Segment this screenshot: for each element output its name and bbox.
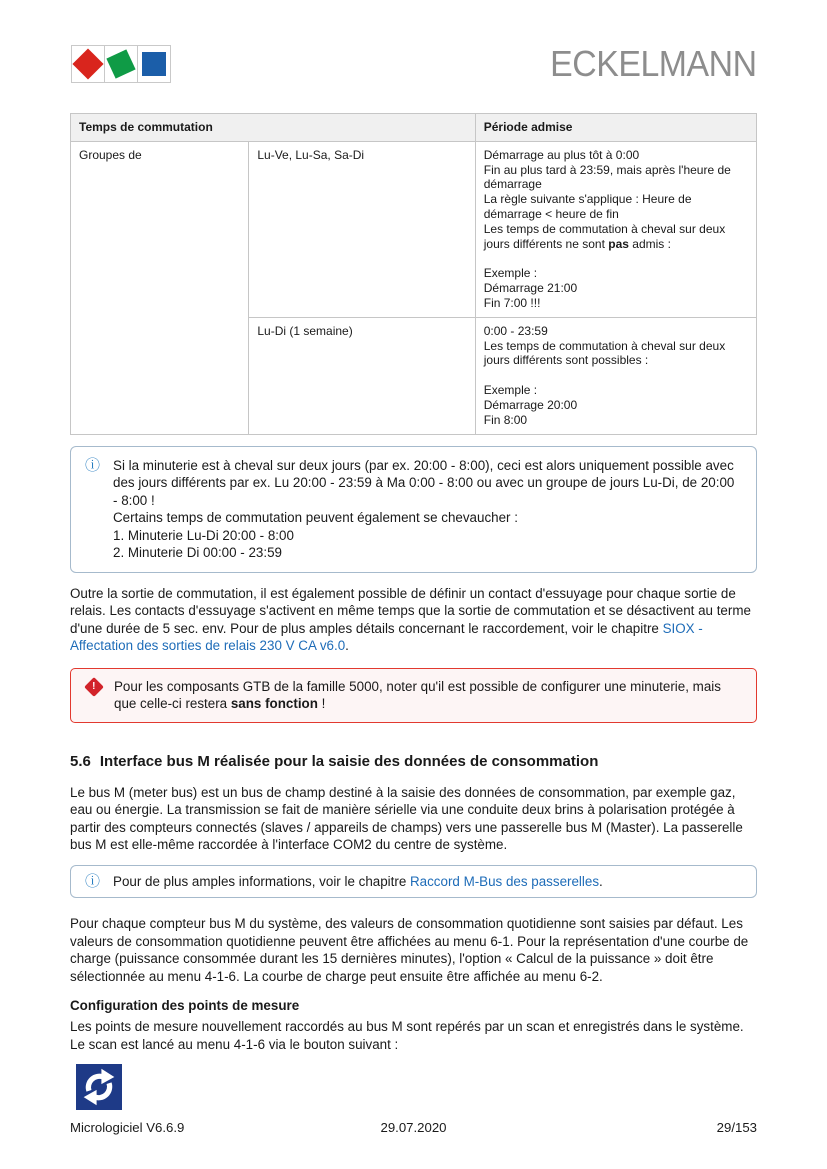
text-line: Certains temps de commutation peuvent également se chevaucher : [113, 510, 518, 526]
logo-cell [137, 45, 171, 83]
logo-cell [71, 45, 105, 83]
eckelmann-logo-icon [72, 45, 171, 83]
table-header-temps: Temps de commutation [71, 114, 476, 142]
paragraph-consumption-values: Pour chaque compteur bus M du système, des valeurs de consommation quotidienne sont saisies par défaut. Les valeurs de consommation quotidienne peuvent être affichées au menu 6-1. Pour la représentation d'une courbe de charge (puissance consommée durant les 15 dernières minutes), l'option « Calcul de la puissance » doit être sélectionnée au menu 4-1-6. La courbe de charge peut ensuite être affichée au menu 6-2. [70, 916, 749, 984]
text-line: 0:00 - 23:59 [483, 323, 548, 338]
brand-wordmark: ECKELMANN [550, 43, 757, 84]
green-diamond-icon [106, 49, 135, 78]
paragraph-scan: Les points de mesure nouvellement raccordés au bus M sont repérés par un scan et enregistrés dans le système. Le scan est lancé au menu 4-1-6 via le bouton suivant : [70, 1019, 744, 1052]
text-line: La règle suivante s'applique : Heure de démarrage < heure de fin [483, 192, 692, 221]
info-icon: ⓘ [85, 455, 101, 474]
text-line: Démarrage au plus tôt à 0:00 [483, 147, 640, 162]
section-title: Interface bus M réalisée pour la saisie des données de consommation [99, 752, 599, 770]
group-label-cell: Groupes de [71, 141, 249, 434]
info-note-box [70, 446, 757, 573]
text-line: Si la minuterie est à cheval sur deux jours (par ex. 20:00 - 8:00), ceci est alors uniquement possible avec des jours différents par ex. Lu 20:00 - 23:59 à Ma 0:00 - 8:00 ou avec un groupe de jours Lu-Di, de 20:00 - 8:00 ! [113, 457, 735, 508]
text-line: Fin 8:00 [483, 412, 528, 427]
paragraph-mbus-intro: Le bus M (meter bus) est un bus de champ destiné à la saisie des données de consommation, par exemple gaz, eau ou énergie. La transmission se fait de manière sérielle via une conduite deux brins à polarisation protégée à partir des compteurs connectés (slaves / appareils de champs) vers une passerelle bus M (Master). La passerelle bus M est elle-même raccordée à l'interface COM2 du centre de système. [70, 784, 743, 853]
footer-version: Micrologiciel V6.6.9 [70, 1120, 185, 1135]
text-line [484, 222, 748, 252]
logo-cell [104, 45, 138, 83]
rule-text: Les temps de commutation à cheval sur deux jours différents ne sont [483, 221, 726, 251]
period-cell [475, 317, 756, 434]
warning-text-bold: sans fonction [230, 696, 318, 712]
paragraph-text: Outre la sortie de commutation, il est également possible de définir un contact d'essuyage pour chaque sortie de relais. Les contacts d'essuyage s'activent en même temps que la sortie de commutation et se désactivent au terme d'une durée de 5 sec. env. Pour de plus amples détails concernant le raccordement, voir le chapitre [70, 585, 751, 636]
red-diamond-icon [72, 48, 103, 79]
section-heading [70, 753, 757, 770]
info-icon: ⓘ [85, 871, 101, 890]
text-line: Les temps de commutation à cheval sur deux jours différents sont possibles : [483, 338, 726, 368]
text-line: Exemple : [483, 383, 538, 398]
info-note-text [113, 873, 603, 891]
subheading-measuring-points: Configuration des points de mesure [70, 998, 300, 1014]
period-cell [475, 141, 756, 317]
text-line: Démarrage 21:00 [483, 281, 578, 296]
blank-line [484, 251, 748, 266]
note-text: . [599, 873, 603, 889]
warning-text-after: ! [317, 696, 326, 712]
rule-text: admis : [628, 236, 671, 251]
table-header-periode: Période admise [475, 114, 756, 142]
text-line: Fin 7:00 !!! [483, 295, 541, 310]
text-line: 1. Minuterie Lu-Di 20:00 - 8:00 [113, 527, 294, 543]
info-note-box [70, 865, 757, 899]
schedule-cell: Lu-Di (1 semaine) [249, 317, 475, 434]
table-header-row [71, 114, 757, 142]
footer-date: 29.07.2020 [380, 1120, 447, 1135]
table-row [71, 141, 757, 317]
text-line: Fin au plus tard à 23:59, mais après l'heure de démarrage [483, 162, 731, 192]
warning-box [70, 668, 757, 723]
schedule-cell: Lu-Ve, Lu-Sa, Sa-Di [249, 141, 475, 317]
exclamation-glyph: ! [92, 680, 96, 692]
page-footer [70, 1120, 757, 1135]
page-header [0, 0, 827, 84]
section-number: 5.6 [70, 752, 91, 770]
paragraph-wiper-contact [70, 585, 757, 655]
warning-text [114, 678, 742, 713]
switching-times-table [70, 113, 757, 435]
blue-square-icon [142, 52, 166, 76]
info-note-text [113, 457, 742, 562]
mbus-chapter-link[interactable]: Raccord M-Bus des passerelles [409, 873, 600, 889]
warning-text-before: Pour les composants GTB de la famille 5000, noter qu'il est possible de configurer une minuterie, mais que celle-ci restera [114, 678, 721, 712]
text-line: Démarrage 20:00 [483, 397, 578, 412]
mbus-scan-sync-arrows-icon [76, 1064, 122, 1110]
footer-page-number: 29/153 [716, 1120, 757, 1135]
note-text: Pour de plus amples informations, voir le chapitre [113, 873, 410, 889]
warning-diamond-icon [84, 677, 104, 697]
rule-bold-text: pas [608, 236, 629, 251]
paragraph-text: . [345, 638, 349, 654]
blank-line [484, 368, 748, 383]
siox-chapter-link[interactable]: SIOX - Affectation des sorties de relais 230 V CA v6.0 [70, 620, 703, 654]
text-line: 2. Minuterie Di 00:00 - 23:59 [113, 545, 282, 561]
text-line: Exemple : [483, 266, 538, 281]
